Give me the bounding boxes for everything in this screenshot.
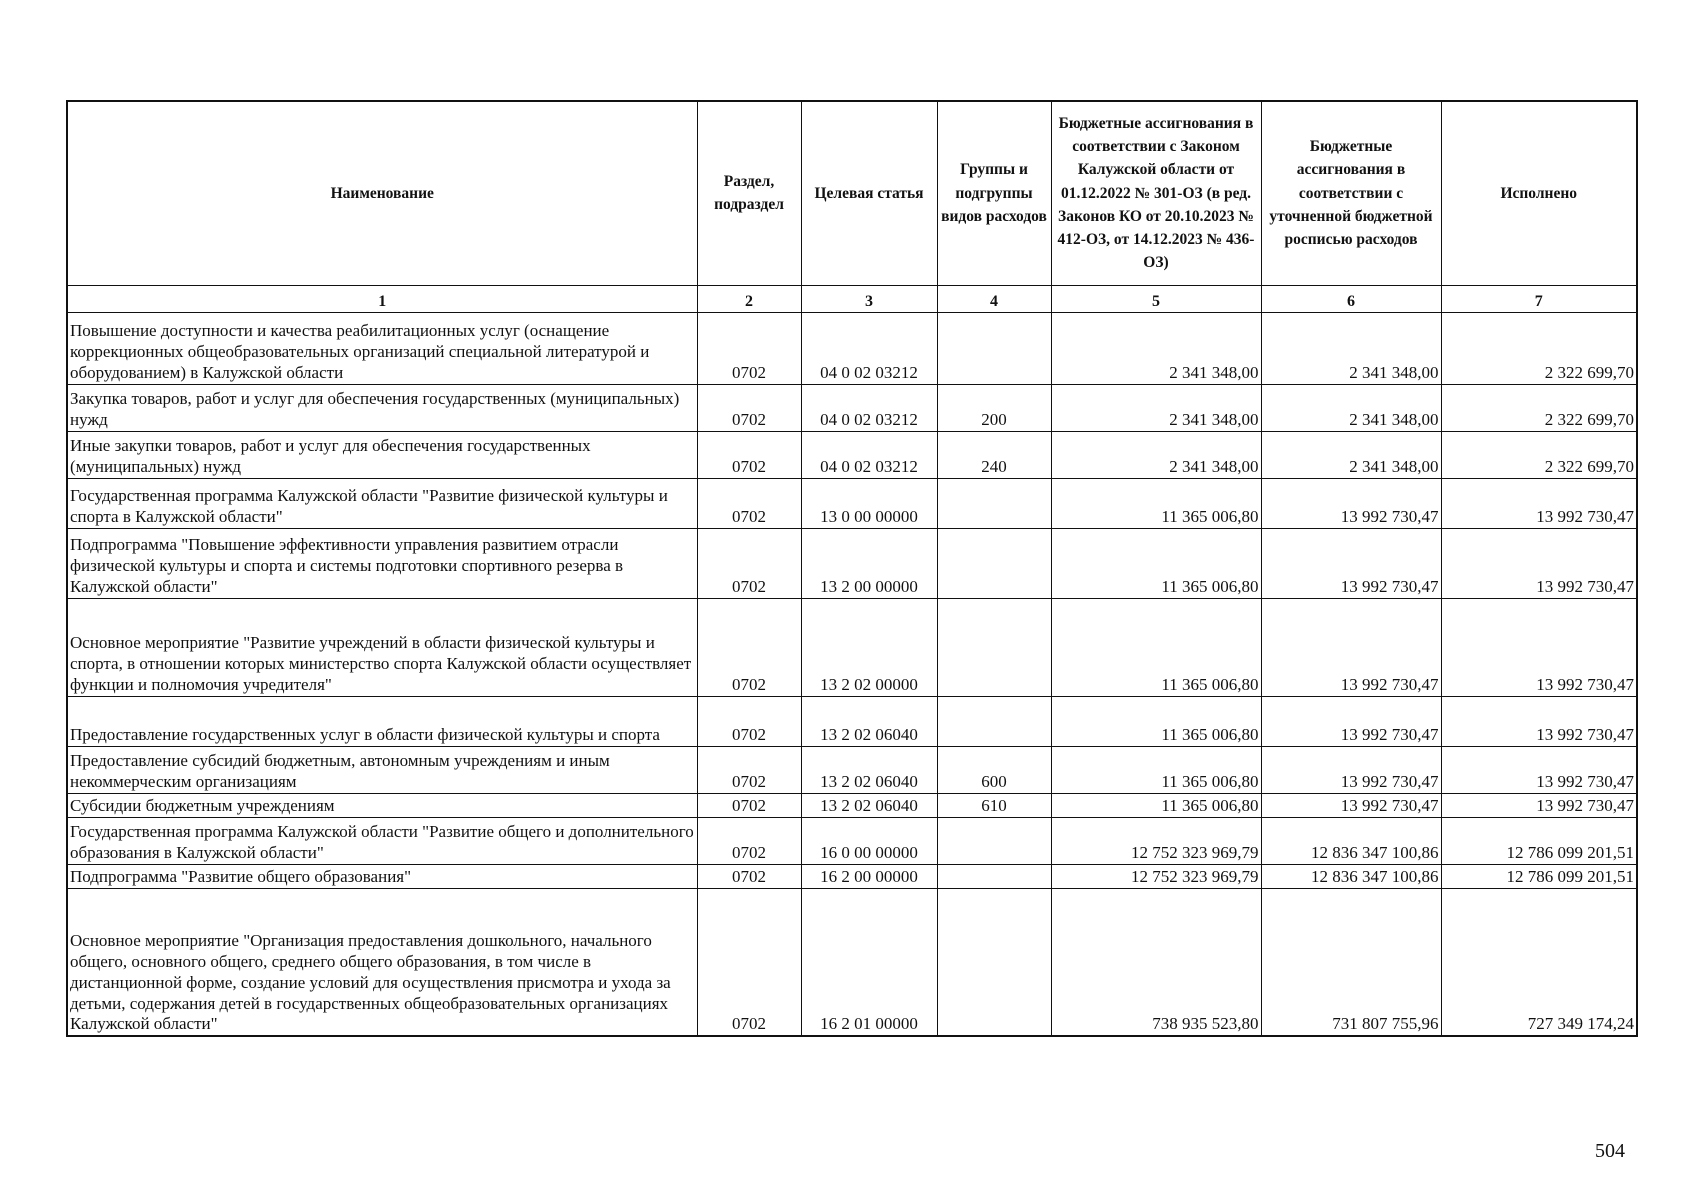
row-law-amount: 12 752 323 969,79 (1051, 817, 1261, 864)
row-name: Подпрограмма "Развитие общего образования" (67, 864, 697, 888)
header-executed: Исполнено (1441, 101, 1637, 285)
row-law-amount: 12 752 323 969,79 (1051, 864, 1261, 888)
row-group (937, 598, 1051, 696)
row-refined-amount: 2 341 348,00 (1261, 384, 1441, 431)
row-section: 0702 (697, 312, 801, 384)
row-refined-amount: 13 992 730,47 (1261, 478, 1441, 528)
column-number: 5 (1051, 285, 1261, 312)
row-executed-amount: 2 322 699,70 (1441, 312, 1637, 384)
header-expense-groups: Группы и подгруппы видов расходов (937, 101, 1051, 285)
row-refined-amount: 12 836 347 100,86 (1261, 864, 1441, 888)
row-target: 13 2 02 06040 (801, 696, 937, 746)
row-executed-amount: 13 992 730,47 (1441, 696, 1637, 746)
row-executed-amount: 727 349 174,24 (1441, 888, 1637, 1036)
row-law-amount: 2 341 348,00 (1051, 431, 1261, 478)
row-section: 0702 (697, 696, 801, 746)
row-executed-amount: 13 992 730,47 (1441, 598, 1637, 696)
row-group: 200 (937, 384, 1051, 431)
header-target-article: Целевая статья (801, 101, 937, 285)
column-number: 1 (67, 285, 697, 312)
row-refined-amount: 13 992 730,47 (1261, 528, 1441, 598)
table-row (67, 384, 1637, 431)
row-refined-amount: 731 807 755,96 (1261, 888, 1441, 1036)
row-target: 04 0 02 03212 (801, 384, 937, 431)
row-target: 16 2 00 00000 (801, 864, 937, 888)
header-section: Раздел, подраздел (697, 101, 801, 285)
row-executed-amount: 13 992 730,47 (1441, 478, 1637, 528)
header-row (67, 101, 1637, 285)
row-group (937, 478, 1051, 528)
row-name: Предоставление субсидий бюджетным, автономным учреждениям и иным некоммерческим организациям (67, 746, 697, 793)
row-name: Предоставление государственных услуг в области физической культуры и спорта (67, 696, 697, 746)
table-row (67, 888, 1637, 1036)
row-section: 0702 (697, 384, 801, 431)
row-group (937, 817, 1051, 864)
row-name: Основное мероприятие "Организация предоставления дошкольного, начального общего, основного общего, среднего общего образования, в том числе в дистанционной форме, создание условий для осуществления присмотра и ухода за детьми, содержания детей в государственных общеобразовательных организациях Калужской области" (67, 888, 697, 1036)
row-executed-amount: 12 786 099 201,51 (1441, 817, 1637, 864)
row-executed-amount: 13 992 730,47 (1441, 746, 1637, 793)
row-executed-amount: 12 786 099 201,51 (1441, 864, 1637, 888)
row-law-amount: 2 341 348,00 (1051, 312, 1261, 384)
row-refined-amount: 2 341 348,00 (1261, 431, 1441, 478)
row-refined-amount: 2 341 348,00 (1261, 312, 1441, 384)
row-target: 16 0 00 00000 (801, 817, 937, 864)
header-name: Наименование (67, 101, 697, 285)
row-law-amount: 738 935 523,80 (1051, 888, 1261, 1036)
row-section: 0702 (697, 431, 801, 478)
row-section: 0702 (697, 793, 801, 817)
row-group: 610 (937, 793, 1051, 817)
row-group (937, 312, 1051, 384)
row-law-amount: 11 365 006,80 (1051, 598, 1261, 696)
row-law-amount: 11 365 006,80 (1051, 478, 1261, 528)
row-group (937, 528, 1051, 598)
row-target: 13 0 00 00000 (801, 478, 937, 528)
row-group (937, 864, 1051, 888)
row-group (937, 696, 1051, 746)
budget-table (66, 100, 1638, 1037)
row-section: 0702 (697, 817, 801, 864)
row-target: 13 2 02 06040 (801, 793, 937, 817)
row-section: 0702 (697, 528, 801, 598)
column-number: 4 (937, 285, 1051, 312)
column-number: 2 (697, 285, 801, 312)
row-name: Иные закупки товаров, работ и услуг для обеспечения государственных (муниципальных) нужд (67, 431, 697, 478)
table-row (67, 528, 1637, 598)
row-name: Повышение доступности и качества реабилитационных услуг (оснащение коррекционных общеобразовательных организаций специальной литературой и оборудованием) в Калужской области (67, 312, 697, 384)
table-row (67, 864, 1637, 888)
row-law-amount: 11 365 006,80 (1051, 696, 1261, 746)
row-name: Основное мероприятие "Развитие учреждений в области физической культуры и спорта, в отношении которых министерство спорта Калужской области осуществляет функции и полномочия учредителя" (67, 598, 697, 696)
row-refined-amount: 12 836 347 100,86 (1261, 817, 1441, 864)
table-row (67, 696, 1637, 746)
table-row (67, 817, 1637, 864)
column-number: 7 (1441, 285, 1637, 312)
row-law-amount: 11 365 006,80 (1051, 746, 1261, 793)
row-section: 0702 (697, 864, 801, 888)
row-group: 240 (937, 431, 1051, 478)
row-target: 16 2 01 00000 (801, 888, 937, 1036)
row-refined-amount: 13 992 730,47 (1261, 696, 1441, 746)
row-executed-amount: 2 322 699,70 (1441, 431, 1637, 478)
table-row (67, 793, 1637, 817)
row-executed-amount: 13 992 730,47 (1441, 528, 1637, 598)
row-law-amount: 11 365 006,80 (1051, 793, 1261, 817)
row-refined-amount: 13 992 730,47 (1261, 793, 1441, 817)
row-refined-amount: 13 992 730,47 (1261, 746, 1441, 793)
row-name: Государственная программа Калужской области "Развитие общего и дополнительного образования в Калужской области" (67, 817, 697, 864)
row-section: 0702 (697, 888, 801, 1036)
row-law-amount: 11 365 006,80 (1051, 528, 1261, 598)
row-target: 04 0 02 03212 (801, 431, 937, 478)
row-name: Субсидии бюджетным учреждениям (67, 793, 697, 817)
row-group (937, 888, 1051, 1036)
row-group: 600 (937, 746, 1051, 793)
table-row (67, 598, 1637, 696)
header-refined-allocations: Бюджетные ассигнования в соответствии с уточненной бюджетной росписью расходов (1261, 101, 1441, 285)
header-law-allocations: Бюджетные ассигнования в соответствии с Законом Калужской области от 01.12.2022 № 301-ОЗ (в ред. Законов КО от 20.10.2023 № 412-ОЗ, от 14.12.2023 № 436-ОЗ) (1051, 101, 1261, 285)
row-name: Подпрограмма "Повышение эффективности управления развитием отрасли физической культуры и спорта и системы подготовки спортивного резерва в Калужской области" (67, 528, 697, 598)
row-executed-amount: 2 322 699,70 (1441, 384, 1637, 431)
table-row (67, 478, 1637, 528)
row-section: 0702 (697, 746, 801, 793)
table-row (67, 312, 1637, 384)
row-refined-amount: 13 992 730,47 (1261, 598, 1441, 696)
column-number-row (67, 285, 1637, 312)
row-target: 13 2 02 00000 (801, 598, 937, 696)
row-name: Закупка товаров, работ и услуг для обеспечения государственных (муниципальных) нужд (67, 384, 697, 431)
row-executed-amount: 13 992 730,47 (1441, 793, 1637, 817)
column-number: 3 (801, 285, 937, 312)
row-law-amount: 2 341 348,00 (1051, 384, 1261, 431)
page-number: 504 (1595, 1140, 1625, 1162)
row-target: 13 2 02 06040 (801, 746, 937, 793)
budget-sheet (66, 100, 1636, 1037)
table-row (67, 746, 1637, 793)
table-row (67, 431, 1637, 478)
row-target: 13 2 00 00000 (801, 528, 937, 598)
column-number: 6 (1261, 285, 1441, 312)
row-name: Государственная программа Калужской области "Развитие физической культуры и спорта в Калужской области" (67, 478, 697, 528)
row-section: 0702 (697, 478, 801, 528)
row-section: 0702 (697, 598, 801, 696)
row-target: 04 0 02 03212 (801, 312, 937, 384)
